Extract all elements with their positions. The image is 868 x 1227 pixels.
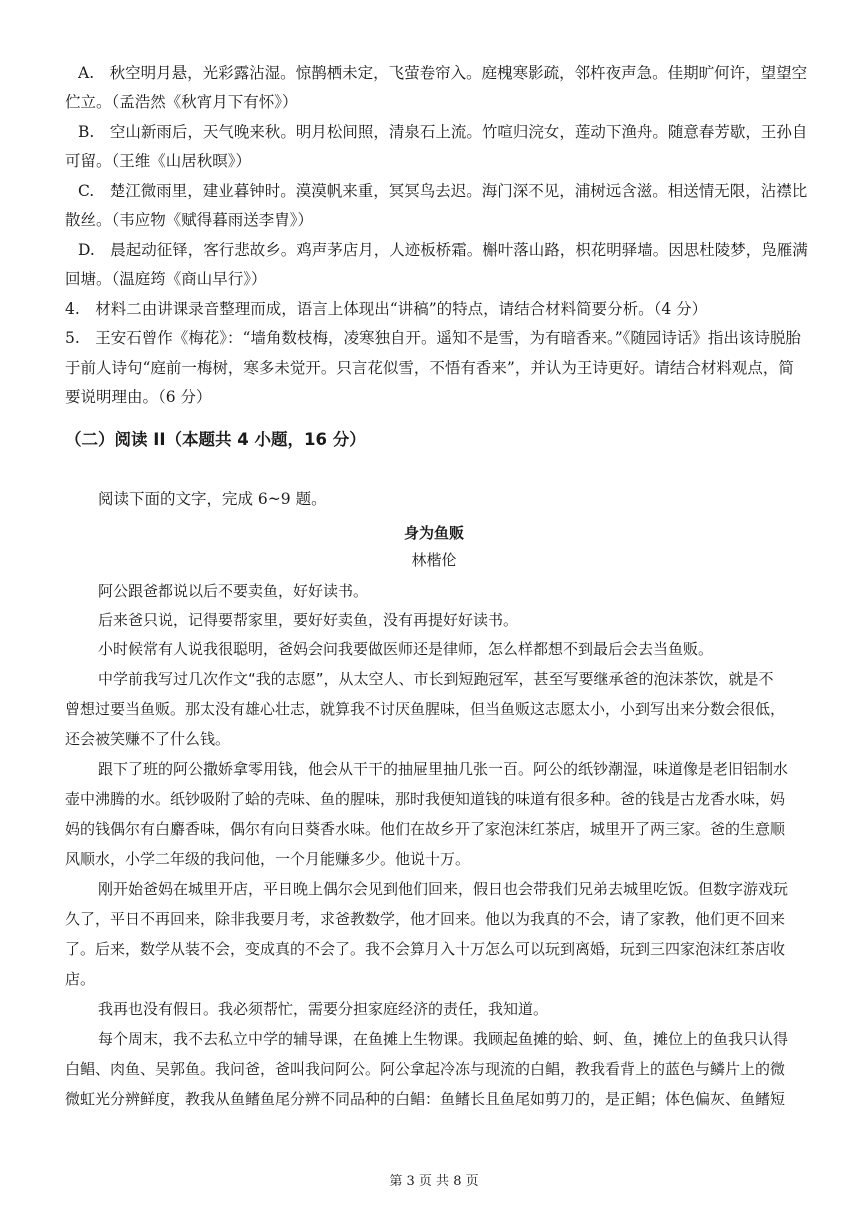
- article-line: 店。: [65, 970, 96, 988]
- article-line: 跟下了班的阿公撒娇拿零用钱，他会从干干的抽屉里抽几张一百。阿公的纸钞潮湿，味道像是老旧铝制水: [98, 760, 789, 778]
- question-5-line-2: 于前人诗句“庭前一梅树，寒多未觉开。只言花似雪，不悟有香来”，并认为王诗更好。请结合材料观点，简: [65, 359, 794, 377]
- article-author: 林楷伦: [411, 551, 457, 569]
- option-d-line-1: D. 晨起动征铎，客行悲故乡。鸡声茅店月，人迹板桥霜。槲叶落山路，枳花明驿墙。因思杜陵梦，凫雁满: [78, 241, 808, 259]
- article-line: 微虹光分辨鲜度，教我从鱼鳍鱼尾分辨不同品种的白鲳：鱼鳍长且鱼尾如剪刀的，是正鲳；体色偏灰、鱼鳍短: [65, 1090, 786, 1108]
- option-b-line-2: 可留。（王维《山居秋暝》）: [65, 152, 252, 170]
- option-c-line-1: C. 楚江微雨里，建业暮钟时。漠漠帆来重，冥冥鸟去迟。海门深不见，浦树远含滋。相送情无限，沾襟比: [78, 182, 808, 200]
- article-line: 还会被笑赚不了什么钱。: [65, 730, 231, 748]
- question-4: 4. 材料二由讲课录音整理而成，语言上体现出“讲稿”的特点，请结合材料简要分析。（4 分）: [65, 300, 708, 318]
- section-title: （二）阅读 II（本题共 4 小题，16 分）: [65, 430, 366, 449]
- article-line: 白鲳、肉鱼、吴郭鱼。我问爸，爸叫我问阿公。阿公拿起冷冻与现流的白鲳，教我看背上的蓝色与鳞片上的微: [65, 1060, 786, 1078]
- question-5-line-3: 要说明理由。（6 分）: [65, 388, 212, 406]
- article-line: 久了，平日不再回来，除非我要月考，求爸教数学，他才回来。他以为我真的不会，请了家教，他们更不回来: [65, 910, 786, 928]
- section-instruction: 阅读下面的文字，完成 6~9 题。: [98, 490, 327, 508]
- article-line: 曾想过要当鱼贩。那太没有雄心壮志，就算我不讨厌鱼腥味，但当鱼贩这志愿太小，小到写出来分数会很低，: [65, 700, 786, 718]
- article-line: 后来爸只说，记得要帮家里，要好好卖鱼，没有再提好好读书。: [98, 611, 519, 629]
- article-line: 妈的钱偶尔有白麝香味，偶尔有向日葵香水味。他们在故乡开了家泡沫红茶店，城里开了两三家。爸的生意顺: [65, 820, 786, 838]
- option-d-line-2: 回塘。（温庭筠《商山早行》）: [65, 270, 267, 288]
- article-line: 中学前我写过几次作文“我的志愿”，从太空人、市长到短跑冠军，甚至写要继承爸的泡沫茶饮，就是不: [98, 670, 774, 688]
- article-line: 阿公跟爸都说以后不要卖鱼，好好读书。: [98, 582, 369, 600]
- article-line: 刚开始爸妈在城里开店，平日晚上偶尔会见到他们回来，假日也会带我们兄弟去城里吃饭。但数字游戏玩: [98, 880, 789, 898]
- article-line: 小时候常有人说我很聪明，爸妈会问我要做医师还是律师，怎么样都想不到最后会去当鱼贩。: [98, 640, 714, 658]
- article-line: 了。后来，数学从装不会，变成真的不会了。我不会算月入十万怎么可以玩到离婚，玩到三四家泡沫红茶店收: [65, 940, 786, 958]
- question-5-line-1: 5. 王安石曾作《梅花》：“墙角数枝梅，凌寒独自开。遥知不是雪，为有暗香来。”《随园诗话》指出该诗脱胎: [65, 329, 801, 347]
- article-title: 身为鱼贩: [403, 524, 464, 542]
- article-line: 每个周末，我不去私立中学的辅导课，在鱼摊上生物课。我顾起鱼摊的蛤、蚵、鱼，摊位上的鱼我只认得: [98, 1030, 789, 1048]
- article-line: 壶中沸腾的水。纸钞吸附了蛤的壳味、鱼的腥味，那时我便知道钱的味道有很多种。爸的钱是古龙香水味，妈: [65, 790, 786, 808]
- option-a-line-2: 伫立。（孟浩然《秋宵月下有怀》）: [65, 93, 298, 111]
- option-b-line-1: B. 空山新雨后，天气晚来秋。明月松间照，清泉石上流。竹喧归浣女，莲动下渔舟。随意春芳歇，王孙自: [78, 123, 808, 141]
- article-line: 风顺水，小学二年级的我问他，一个月能赚多少。他说十万。: [65, 850, 471, 868]
- page-footer: 第 3 页 共 8 页: [389, 1174, 479, 1189]
- article-line: 我再也没有假日。我必须帮忙，需要分担家庭经济的责任，我知道。: [98, 1000, 549, 1018]
- option-a-line-1: A. 秋空明月悬，光彩露沾湿。惊鹊栖未定，飞萤卷帘入。庭槐寒影疏，邻杵夜声急。佳期旷何许，望望空: [78, 64, 808, 82]
- option-c-line-2: 散丝。（韦应物《赋得暮雨送李胄》）: [65, 211, 314, 229]
